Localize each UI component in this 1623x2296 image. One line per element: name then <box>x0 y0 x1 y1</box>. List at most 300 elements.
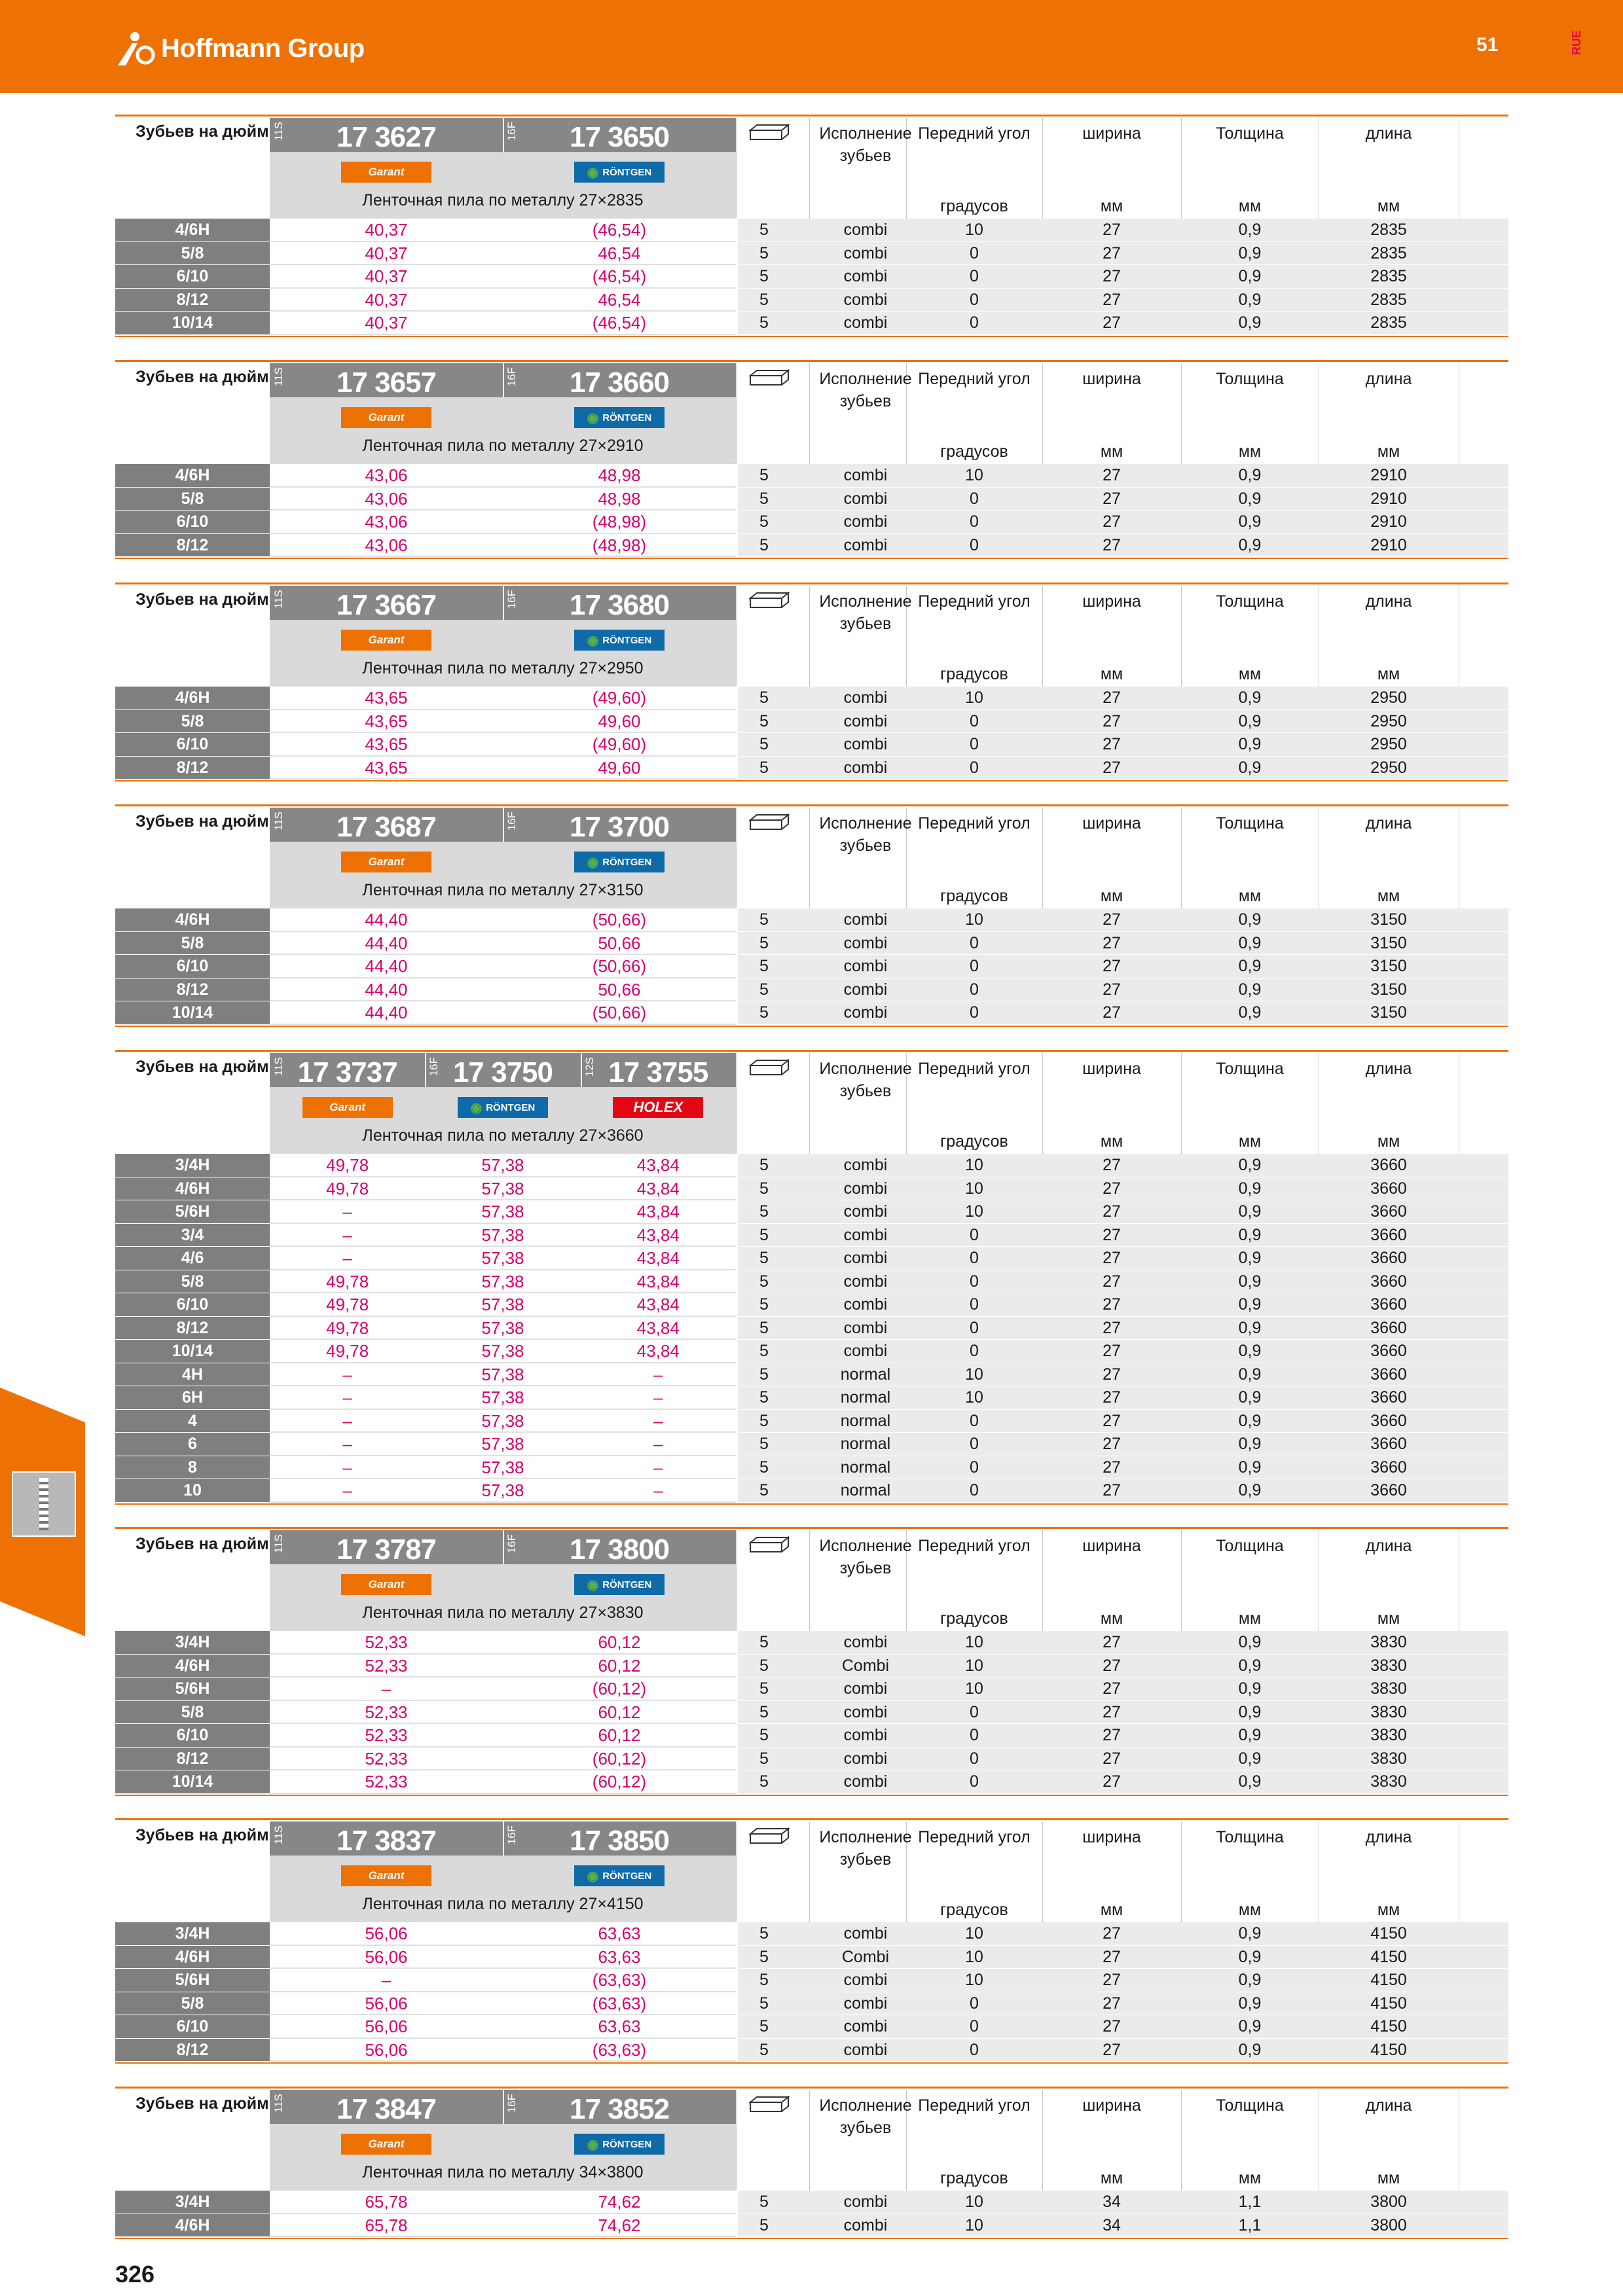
page-number-bottom: 326 <box>115 2261 155 2287</box>
package-quantity-icon <box>749 2096 790 2113</box>
design-cell: Combi <box>841 1656 890 1675</box>
spec-cells <box>738 1479 1508 1503</box>
article-number: 17 3700 <box>569 811 670 843</box>
thickness-cell: 0,9 <box>1238 1924 1262 1943</box>
table-row <box>115 534 1508 558</box>
price-cell: (49,60) <box>503 733 736 757</box>
table-row <box>115 2191 1508 2214</box>
spec-cells <box>738 289 1508 312</box>
thickness-cell: 0,9 <box>1238 1202 1262 1221</box>
width-cell: 27 <box>1103 689 1121 707</box>
spec-cells <box>738 1456 1508 1480</box>
spec-cells <box>738 219 1508 242</box>
spec-cells <box>738 1386 1508 1410</box>
length-header: длина <box>1365 1828 1412 1846</box>
spec-cells <box>738 2039 1508 2062</box>
length-cell: 4150 <box>1370 1971 1407 1989</box>
thickness-unit: мм <box>1238 1609 1262 1628</box>
rontgen-logo: ◉ RÖNTGEN <box>574 162 665 183</box>
teeth-per-inch-cell: 5/8 <box>115 242 270 266</box>
rontgen-logo: ◉ RÖNTGEN <box>458 1097 548 1118</box>
thickness-cell: 0,9 <box>1238 1342 1262 1360</box>
table-row <box>115 1479 1508 1503</box>
rontgen-logo: ◉ RÖNTGEN <box>574 1865 665 1886</box>
length-cell: 3660 <box>1370 1295 1407 1314</box>
garant-logo: Garant <box>341 852 431 872</box>
article-divider <box>503 118 504 152</box>
length-unit: мм <box>1377 1609 1400 1628</box>
spec-cells <box>738 1410 1508 1433</box>
thickness-cell: 0,9 <box>1238 1318 1262 1337</box>
thickness-cell: 0,9 <box>1238 1726 1262 1744</box>
teeth-per-inch-cell: 6/10 <box>115 265 270 289</box>
qty-cell: 5 <box>759 267 769 285</box>
price-cell: 57,38 <box>425 1363 580 1387</box>
table-row <box>115 1177 1508 1201</box>
length-cell: 3830 <box>1370 1679 1407 1698</box>
table-bottom-rule <box>115 1503 1508 1505</box>
table-row <box>115 488 1508 511</box>
thickness-cell: 0,9 <box>1238 689 1262 707</box>
thickness-cell: 0,9 <box>1238 1156 1262 1174</box>
angle-cell: 0 <box>970 1411 979 1430</box>
product-table <box>115 583 1508 782</box>
length-cell: 3660 <box>1370 1411 1407 1430</box>
article-number-cell <box>503 586 736 620</box>
article-number-cell <box>503 1821 736 1856</box>
column-separator <box>736 586 737 687</box>
angle-cell: 0 <box>970 1295 979 1314</box>
article-number: 17 3680 <box>569 589 670 621</box>
teeth-per-inch-cell: 6/10 <box>115 2015 270 2039</box>
thickness-cell: 0,9 <box>1238 1947 1262 1966</box>
table-row <box>115 1770 1508 1794</box>
price-cell: 57,38 <box>425 1270 580 1294</box>
article-prefix: 11S <box>272 1825 285 1844</box>
price-cell: 60,12 <box>503 1724 736 1748</box>
tooth-design-header: Исполнение зубьев <box>819 592 912 633</box>
article-prefix: 16F <box>428 1057 441 1077</box>
design-cell: combi <box>843 1702 888 1721</box>
length-cell: 4150 <box>1370 2017 1407 2036</box>
design-cell: combi <box>843 290 888 309</box>
spec-cells <box>738 511 1508 534</box>
spec-cells <box>738 312 1508 335</box>
length-cell: 3150 <box>1370 933 1407 952</box>
price-cell: 43,06 <box>270 464 503 488</box>
table-bottom-rule <box>115 336 1508 337</box>
column-separator <box>736 118 737 219</box>
length-cell: 2835 <box>1370 221 1407 239</box>
length-cell: 3660 <box>1370 1225 1407 1244</box>
article-divider <box>503 2090 504 2124</box>
length-cell: 3830 <box>1370 1656 1407 1675</box>
product-description: Ленточная пила по металлу 27×3830 <box>362 1604 644 1622</box>
spec-cells <box>738 1293 1508 1317</box>
length-header: длина <box>1365 1060 1412 1078</box>
teeth-per-inch-cell: 10/14 <box>115 312 270 335</box>
length-cell: 2910 <box>1370 535 1407 554</box>
width-cell: 27 <box>1103 221 1121 239</box>
angle-cell: 10 <box>965 1633 983 1651</box>
qty-cell: 5 <box>759 2040 769 2059</box>
width-cell: 27 <box>1103 1679 1121 1698</box>
thickness-cell: 0,9 <box>1238 1679 1262 1698</box>
angle-cell: 0 <box>970 1749 979 1768</box>
angle-cell: 0 <box>970 2017 979 2036</box>
package-quantity-icon <box>749 1827 790 1844</box>
price-cell: (60,12) <box>503 1770 736 1794</box>
design-cell: combi <box>843 1679 888 1698</box>
length-cell: 3660 <box>1370 1179 1407 1198</box>
table-row <box>115 511 1508 534</box>
width-cell: 27 <box>1103 1749 1121 1768</box>
width-cell: 27 <box>1103 1342 1121 1360</box>
rake-angle-unit: градусов <box>940 1132 1008 1151</box>
width-cell: 27 <box>1103 1156 1121 1174</box>
article-number-cell <box>581 1053 736 1087</box>
table-row <box>115 757 1508 780</box>
rake-angle-unit: градусов <box>940 665 1008 683</box>
table-row <box>115 2015 1508 2039</box>
length-cell: 3830 <box>1370 1772 1407 1791</box>
angle-cell: 0 <box>970 711 979 730</box>
thickness-header: Толщина <box>1216 592 1284 611</box>
table-row <box>115 687 1508 710</box>
qty-cell: 5 <box>759 1656 769 1675</box>
design-cell: combi <box>843 221 888 239</box>
width-unit: мм <box>1100 1132 1123 1151</box>
design-cell: combi <box>843 689 888 707</box>
table-row <box>115 1946 1508 1969</box>
price-cell: (48,98) <box>503 534 736 558</box>
length-cell: 2910 <box>1370 512 1407 531</box>
width-cell: 27 <box>1103 1633 1121 1651</box>
table-row <box>115 1293 1508 1317</box>
price-cell: (63,63) <box>503 1969 736 1992</box>
qty-cell: 5 <box>759 1411 769 1430</box>
angle-cell: 10 <box>965 1656 983 1675</box>
width-cell: 27 <box>1103 933 1121 952</box>
teeth-per-inch-cell: 6/10 <box>115 1724 270 1748</box>
design-cell: combi <box>843 1749 888 1768</box>
spec-cells <box>738 955 1508 978</box>
width-unit: мм <box>1100 1901 1123 1919</box>
angle-cell: 10 <box>965 1365 983 1384</box>
length-cell: 2835 <box>1370 243 1407 262</box>
angle-cell: 0 <box>970 535 979 554</box>
price-cell: – <box>270 1456 425 1480</box>
design-cell: combi <box>843 2193 888 2211</box>
price-cell: 43,84 <box>581 1247 736 1270</box>
bandsaw-blade-icon <box>12 1471 76 1537</box>
width-header: ширина <box>1082 370 1141 388</box>
article-prefix: 11S <box>272 2094 285 2113</box>
angle-cell: 0 <box>970 758 979 777</box>
qty-cell: 5 <box>759 1365 769 1384</box>
price-cell: 44,40 <box>270 932 503 956</box>
angle-cell: 0 <box>970 1249 979 1267</box>
thickness-cell: 0,9 <box>1238 314 1262 332</box>
article-number-cell <box>270 2090 503 2124</box>
price-cell: 56,06 <box>270 1946 503 1969</box>
width-cell: 27 <box>1103 957 1121 975</box>
width-cell: 27 <box>1103 1971 1121 1989</box>
price-cell: 57,38 <box>425 1456 580 1480</box>
table-row <box>115 1655 1508 1678</box>
package-quantity-icon <box>749 369 790 386</box>
garant-logo: Garant <box>302 1097 393 1118</box>
rontgen-logo: ◉ RÖNTGEN <box>574 407 665 428</box>
package-quantity-icon <box>749 124 790 141</box>
angle-cell: 10 <box>965 689 983 707</box>
price-cell: 60,12 <box>503 1655 736 1678</box>
teeth-per-inch-label: Зубьев на дюйм <box>136 122 269 141</box>
rake-angle-header: Передний угол <box>918 1828 1030 1846</box>
length-unit: мм <box>1377 887 1400 905</box>
price-cell: 40,37 <box>270 242 503 266</box>
qty-cell: 5 <box>759 1435 769 1453</box>
article-prefix: 16F <box>505 1534 518 1554</box>
angle-cell: 0 <box>970 1458 979 1477</box>
length-unit: мм <box>1377 2169 1400 2187</box>
design-cell: combi <box>843 1994 888 2013</box>
angle-cell: 0 <box>970 1702 979 1721</box>
qty-cell: 5 <box>759 290 769 309</box>
spec-cells <box>738 978 1508 1002</box>
spec-cells <box>738 908 1508 932</box>
qty-cell: 5 <box>759 957 769 975</box>
thickness-cell: 0,9 <box>1238 535 1262 554</box>
price-cell: 43,84 <box>581 1154 736 1177</box>
angle-cell: 10 <box>965 1179 983 1198</box>
thickness-cell: 0,9 <box>1238 1458 1262 1477</box>
thickness-cell: 0,9 <box>1238 1295 1262 1314</box>
length-cell: 2910 <box>1370 489 1407 508</box>
design-cell: combi <box>843 1179 888 1198</box>
thickness-cell: 0,9 <box>1238 221 1262 239</box>
length-cell: 2835 <box>1370 267 1407 285</box>
product-description: Ленточная пила по металлу 27×4150 <box>362 1895 644 1913</box>
angle-cell: 0 <box>970 2040 979 2059</box>
rake-angle-header: Передний угол <box>918 1537 1030 1555</box>
design-cell: normal <box>840 1365 891 1384</box>
spec-cells <box>738 2191 1508 2214</box>
design-cell: combi <box>843 1202 888 1221</box>
article-divider <box>503 586 504 620</box>
width-cell: 34 <box>1103 2193 1121 2211</box>
price-cell: 57,38 <box>425 1154 580 1177</box>
length-cell: 3660 <box>1370 1342 1407 1360</box>
teeth-per-inch-cell: 8/12 <box>115 1748 270 1771</box>
table-row <box>115 1386 1508 1410</box>
teeth-per-inch-cell: 5/8 <box>115 1701 270 1725</box>
thickness-cell: 0,9 <box>1238 735 1262 753</box>
teeth-per-inch-cell: 4/6H <box>115 219 270 242</box>
width-cell: 27 <box>1103 758 1121 777</box>
article-number-cell <box>270 1530 503 1564</box>
teeth-per-inch-cell: 3/4H <box>115 1631 270 1655</box>
price-cell: 43,84 <box>581 1270 736 1294</box>
article-number-cell <box>270 363 503 397</box>
width-unit: мм <box>1100 1609 1123 1628</box>
table-row <box>115 1724 1508 1748</box>
price-cell: – <box>270 1433 425 1456</box>
length-cell: 3660 <box>1370 1249 1407 1267</box>
price-cell: 57,38 <box>425 1224 580 1247</box>
spec-cells <box>738 534 1508 558</box>
language-code: RUE <box>1570 29 1583 55</box>
price-cell: 43,65 <box>270 710 503 734</box>
length-cell: 2835 <box>1370 290 1407 309</box>
rake-angle-unit: градусов <box>940 887 1008 905</box>
teeth-per-inch-cell: 8/12 <box>115 757 270 780</box>
price-cell: 50,66 <box>503 932 736 956</box>
spec-cells <box>738 710 1508 734</box>
teeth-per-inch-cell: 6 <box>115 1433 270 1456</box>
qty-cell: 5 <box>759 1679 769 1698</box>
rake-angle-header: Передний угол <box>918 370 1030 388</box>
article-number: 17 3687 <box>336 811 437 843</box>
column-separator <box>736 808 737 908</box>
design-cell: combi <box>843 910 888 929</box>
thickness-unit: мм <box>1238 1901 1262 1919</box>
price-cell: 43,84 <box>581 1224 736 1247</box>
teeth-per-inch-cell: 4/6H <box>115 908 270 932</box>
article-number-cell <box>503 1530 736 1564</box>
thickness-cell: 0,9 <box>1238 1225 1262 1244</box>
price-cell: 44,40 <box>270 955 503 978</box>
design-cell: combi <box>843 2017 888 2036</box>
design-cell: combi <box>843 535 888 554</box>
width-cell: 27 <box>1103 1272 1121 1291</box>
product-description: Ленточная пила по металлу 27×3150 <box>362 881 644 899</box>
tooth-design-header: Исполнение зубьев <box>819 2096 912 2137</box>
table-row <box>115 1631 1508 1655</box>
column-separator <box>736 363 737 464</box>
design-cell: combi <box>843 1225 888 1244</box>
product-table <box>115 1050 1508 1505</box>
article-number-cell <box>270 586 503 620</box>
length-cell: 3660 <box>1370 1435 1407 1453</box>
width-cell: 27 <box>1103 1295 1121 1314</box>
table-row <box>115 733 1508 757</box>
spec-cells <box>738 1946 1508 1969</box>
length-cell: 4150 <box>1370 1947 1407 1966</box>
price-cell: (46,54) <box>503 219 736 242</box>
price-cell: 44,40 <box>270 1001 503 1025</box>
garant-logo: Garant <box>341 1574 431 1595</box>
design-cell: combi <box>843 1318 888 1337</box>
angle-cell: 10 <box>965 1679 983 1698</box>
table-row <box>115 2214 1508 2238</box>
price-cell: (46,54) <box>503 265 736 289</box>
teeth-per-inch-cell: 6/10 <box>115 733 270 757</box>
product-table <box>115 115 1508 338</box>
product-description: Ленточная пила по металлу 27×2910 <box>362 437 644 455</box>
price-cell: 57,38 <box>425 1200 580 1224</box>
design-cell: normal <box>840 1411 891 1430</box>
product-description: Ленточная пила по металлу 34×3800 <box>362 2163 644 2181</box>
width-cell: 27 <box>1103 512 1121 531</box>
teeth-per-inch-cell: 4H <box>115 1363 270 1387</box>
price-cell: 52,33 <box>270 1701 503 1725</box>
spec-cells <box>738 1433 1508 1456</box>
price-cell: – <box>581 1363 736 1387</box>
thickness-cell: 0,9 <box>1238 243 1262 262</box>
price-cell: – <box>270 1410 425 1433</box>
article-number: 17 3755 <box>608 1056 708 1088</box>
design-cell: combi <box>843 1249 888 1267</box>
article-number-cell <box>270 1053 425 1087</box>
teeth-per-inch-cell: 5/8 <box>115 710 270 734</box>
table-top-rule <box>115 1050 1508 1052</box>
price-cell: 74,62 <box>503 2214 736 2238</box>
angle-cell: 0 <box>970 1318 979 1337</box>
design-cell: combi <box>843 758 888 777</box>
price-cell: 43,65 <box>270 733 503 757</box>
price-cell: – <box>270 1224 425 1247</box>
table-row <box>115 1701 1508 1725</box>
spec-cells <box>738 1922 1508 1946</box>
price-cell: 46,54 <box>503 242 736 266</box>
length-header: длина <box>1365 370 1412 388</box>
article-prefix: 11S <box>272 367 285 386</box>
price-cell: – <box>581 1410 736 1433</box>
article-number: 17 3660 <box>569 367 670 399</box>
price-cell: – <box>270 1969 503 1992</box>
design-cell: combi <box>843 489 888 508</box>
article-number-cell <box>270 808 503 842</box>
price-cell: 40,37 <box>270 312 503 335</box>
qty-cell: 5 <box>759 1179 769 1198</box>
thickness-cell: 0,9 <box>1238 267 1262 285</box>
price-cell: 57,38 <box>425 1317 580 1340</box>
length-cell: 3800 <box>1370 2193 1407 2211</box>
product-table <box>115 1527 1508 1797</box>
width-unit: мм <box>1100 442 1123 461</box>
qty-cell: 5 <box>759 489 769 508</box>
length-cell: 4150 <box>1370 1994 1407 2013</box>
price-cell: 57,38 <box>425 1293 580 1317</box>
table-row <box>115 1363 1508 1387</box>
qty-cell: 5 <box>759 758 769 777</box>
thickness-cell: 0,9 <box>1238 1249 1262 1267</box>
rake-angle-header: Передний угол <box>918 2096 1030 2115</box>
price-cell: (50,66) <box>503 908 736 932</box>
rontgen-logo: ◉ RÖNTGEN <box>574 630 665 651</box>
length-header: длина <box>1365 1537 1412 1555</box>
hoffmann-logo <box>115 29 365 68</box>
teeth-per-inch-cell: 5/8 <box>115 1270 270 1294</box>
table-bottom-rule <box>115 2238 1508 2239</box>
thickness-cell: 0,9 <box>1238 1772 1262 1791</box>
thickness-cell: 0,9 <box>1238 1388 1262 1407</box>
design-cell: normal <box>840 1388 891 1407</box>
spec-cells <box>738 2214 1508 2238</box>
price-cell: (60,12) <box>503 1748 736 1771</box>
teeth-per-inch-cell: 8/12 <box>115 978 270 1002</box>
teeth-per-inch-cell: 6/10 <box>115 955 270 978</box>
teeth-per-inch-cell: 4 <box>115 1410 270 1433</box>
width-unit: мм <box>1100 665 1123 683</box>
length-cell: 3660 <box>1370 1458 1407 1477</box>
qty-cell: 5 <box>759 1458 769 1477</box>
teeth-per-inch-cell: 6/10 <box>115 1293 270 1317</box>
rake-angle-header: Передний угол <box>918 592 1030 611</box>
width-cell: 27 <box>1103 1003 1121 1022</box>
length-cell: 3830 <box>1370 1726 1407 1744</box>
